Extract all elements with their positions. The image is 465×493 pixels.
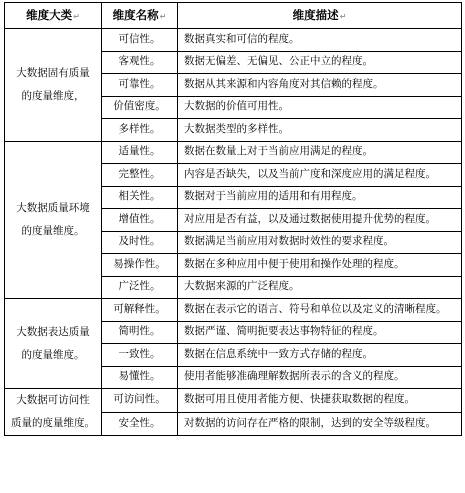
category-line: 大数据表达质量: [16, 325, 90, 338]
dimension-name: 易懂性。: [102, 366, 178, 389]
dimension-name: 增值性。: [102, 209, 178, 232]
dimension-name: 可靠性。: [102, 74, 178, 97]
category-line: 大数据质量环境: [16, 201, 90, 214]
paragraph-mark-icon: ↵: [159, 12, 167, 22]
table-row: [5, 389, 462, 413]
category-line: 的度量维度。: [21, 224, 85, 237]
dimension-name: 一致性。: [102, 344, 178, 367]
dimension-description: 数据在多种应用中便于使用和操作处理的程度。: [178, 254, 462, 277]
dimension-name: 广泛性。: [102, 276, 178, 299]
header-category: [5, 3, 102, 29]
paragraph-mark-icon: ↵: [73, 12, 80, 22]
table-row: [5, 29, 462, 52]
dimension-name: 可解释性。: [102, 299, 178, 322]
dimension-description: 大数据类型的多样性。: [178, 119, 462, 142]
dimension-description: 大数据的价值可用性。: [178, 96, 462, 119]
category-cell-expression: [5, 299, 102, 389]
header-category-label: 维度大类: [26, 8, 73, 23]
dimension-name: 简明性。: [102, 321, 178, 344]
dimension-name: 价值密度。: [102, 96, 178, 119]
dimension-description: 数据真实和可信的程度。: [178, 29, 462, 52]
category-line: 的度量维度，: [21, 89, 85, 102]
dimension-name: 及时性。: [102, 231, 178, 254]
table-row: [5, 141, 462, 164]
dimension-name: 客观性。: [102, 51, 178, 74]
table-row: [5, 299, 462, 322]
dimension-description: 数据无偏差、无偏见、公正中立的程度。: [178, 51, 462, 74]
header-description: [178, 3, 462, 29]
header-name: [102, 3, 178, 29]
dimension-name: 完整性。: [102, 164, 178, 187]
dimension-name: 可信性。: [102, 29, 178, 52]
dimension-name: 适量性。: [102, 141, 178, 164]
dimension-name: 可访问性。: [102, 389, 178, 413]
category-cell-accessibility: [5, 389, 102, 436]
dimension-name: 易操作性。: [102, 254, 178, 277]
dimension-name: 多样性。: [102, 119, 178, 142]
dimension-description: 数据在表示它的语言、符号和单位以及定义的清晰程度。: [178, 299, 462, 322]
dimension-description: 数据严谨、简明扼要表达事物特征的程度。: [178, 321, 462, 344]
dimension-description: 数据从其来源和内容角度对其信赖的程度。: [178, 74, 462, 97]
dimensions-table: [4, 2, 462, 436]
category-line: 大数据固有质量: [16, 66, 90, 79]
category-line: 大数据可访问性: [16, 394, 90, 406]
dimension-description: 数据可用且使用者能方便、快捷获取数据的程度。: [178, 389, 462, 413]
dimension-description: 数据在信息系统中一致方式存储的程度。: [178, 344, 462, 367]
dimension-description: 对数据的访问存在严格的限制，达到的安全等级程度。: [178, 412, 462, 436]
dimension-description: 大数据来源的广泛程度。: [178, 276, 462, 299]
dimension-description: 数据满足当前应用对数据时效性的要求程度。: [178, 231, 462, 254]
paragraph-mark-icon: ↵: [339, 12, 347, 22]
header-name-label: 维度名称: [112, 8, 159, 23]
category-line: 的度量维度。: [21, 348, 85, 361]
dimension-description: 使用者能够准确理解数据所表示的含义的程度。: [178, 366, 462, 389]
dimension-description: 数据对于当前应用的适用和有用程度。: [178, 186, 462, 209]
dimension-description: 对应用是否有益，以及通过数据使用提升优势的程度。: [178, 209, 462, 232]
category-cell-environment: [5, 141, 102, 299]
dimension-name: 相关性。: [102, 186, 178, 209]
header-description-label: 维度描述: [292, 8, 339, 23]
dimension-name: 安全性。: [102, 412, 178, 436]
dimension-description: 数据在数量上对于当前应用满足的程度。: [178, 141, 462, 164]
table-header-row: [5, 3, 462, 29]
category-cell-intrinsic: [5, 29, 102, 142]
dimension-description: 内容是否缺失，以及当前广度和深度应用的满足程度。: [178, 164, 462, 187]
category-line: 质量的度量维度。: [11, 417, 95, 429]
